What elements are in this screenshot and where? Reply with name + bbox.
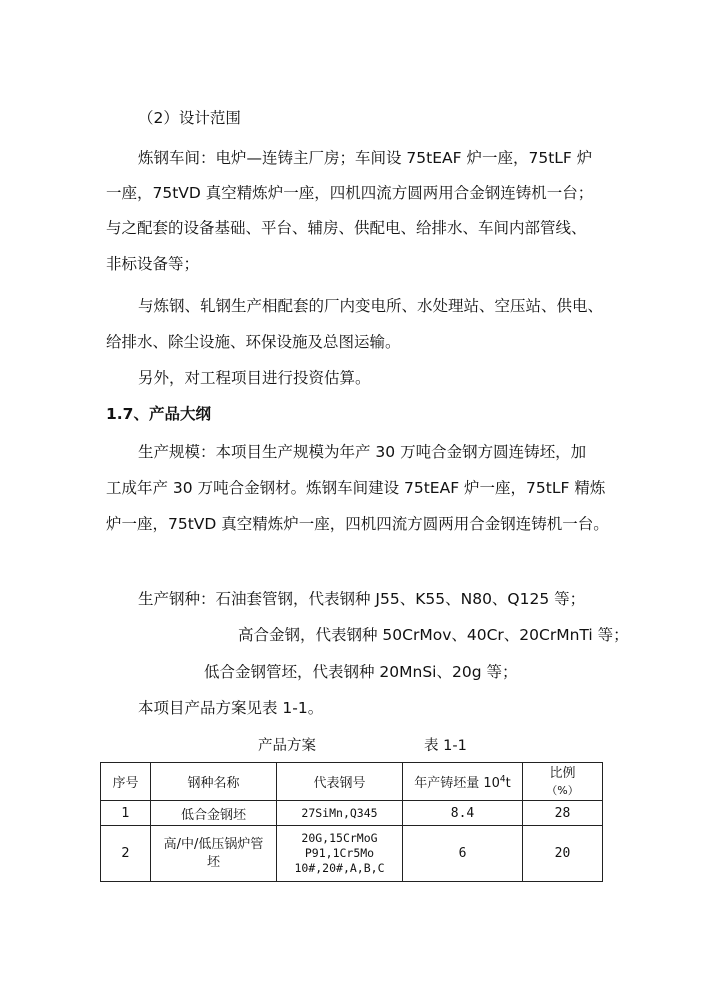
header-annual-output bbox=[403, 763, 523, 801]
paragraph-line: 一座，75tVD 真空精炼炉一座，四机四流方圆两用合金钢连铸机一台； bbox=[106, 184, 594, 202]
header-ratio-label: 比例 bbox=[549, 765, 576, 781]
paragraph-line: 工成年产 30 万吨合金钢材。炼钢车间建设 75tEAF 炉一座，75tLF 精炼 bbox=[106, 479, 606, 497]
table-header-row bbox=[101, 763, 603, 801]
cell-grade-line: 20G,15CrMoG bbox=[301, 831, 378, 845]
header-ratio bbox=[523, 763, 603, 801]
paragraph-line: 与炼钢、轧钢生产相配套的厂内变电所、水处理站、空压站、供电、 bbox=[138, 297, 604, 315]
header-seq: 序号 bbox=[101, 763, 151, 801]
section-heading: （2）设计范围 bbox=[138, 109, 241, 127]
cell-steel-name bbox=[151, 826, 277, 882]
table-reference: 本项目产品方案见表 1-1。 bbox=[138, 699, 324, 717]
header-grade: 代表钢号 bbox=[277, 763, 403, 801]
scope-paragraph-3: 另外，对工程项目进行投资估算。 bbox=[138, 369, 371, 387]
cell-output: 6 bbox=[403, 826, 523, 882]
paragraph-line: 生产规模：本项目生产规模为年产 30 万吨合金钢方圆连铸坯，加 bbox=[138, 443, 587, 461]
steel-grade-line: 低合金钢管坯，代表钢种 20MnSi、20g 等； bbox=[204, 663, 518, 681]
paragraph-line: 炉一座，75tVD 真空精炼炉一座，四机四流方圆两用合金钢连铸机一台。 bbox=[106, 515, 609, 533]
table-caption-title: 产品方案 bbox=[258, 738, 316, 754]
product-plan-table bbox=[100, 762, 603, 882]
steel-grade-line: 高合金钢，代表钢种 50CrMov、40Cr、20CrMnTi 等； bbox=[238, 626, 629, 644]
header-output-unit: t bbox=[505, 776, 511, 791]
cell-grade bbox=[277, 826, 403, 882]
paragraph-line: 给排水、除尘设施、环保设施及总图运输。 bbox=[106, 333, 401, 351]
table-caption-number: 表 1-1 bbox=[424, 738, 467, 754]
cell-steel-name-line: 坯 bbox=[206, 854, 220, 870]
subsection-heading: 1.7、产品大纲 bbox=[106, 405, 211, 423]
cell-steel-name: 低合金钢坯 bbox=[151, 801, 277, 826]
cell-grade: 27SiMn,Q345 bbox=[277, 801, 403, 826]
cell-ratio: 20 bbox=[523, 826, 603, 882]
header-steel-name: 钢种名称 bbox=[151, 763, 277, 801]
paragraph-line: 非标设备等； bbox=[106, 255, 200, 273]
table-row bbox=[101, 826, 603, 882]
cell-output: 8.4 bbox=[403, 801, 523, 826]
cell-grade-line: 10#,20#,A,B,C bbox=[294, 861, 385, 875]
paragraph-line: 与之配套的设备基础、平台、辅房、供配电、给排水、车间内部管线、 bbox=[106, 219, 587, 237]
cell-ratio: 28 bbox=[523, 801, 603, 826]
steel-grade-line: 生产钢种：石油套管钢，代表钢种 J55、K55、N80、Q125 等； bbox=[138, 590, 586, 608]
paragraph-line: 炼钢车间：电炉—连铸主厂房；车间设 75tEAF 炉一座，75tLF 炉 bbox=[138, 149, 593, 167]
table-row bbox=[101, 801, 603, 826]
header-output-exponent: 4 bbox=[499, 774, 506, 785]
cell-steel-name-line: 高/中/低压锅炉管 bbox=[163, 836, 264, 852]
cell-seq: 2 bbox=[101, 826, 151, 882]
header-ratio-unit: （%） bbox=[546, 783, 579, 797]
cell-grade-line: P91,1Cr5Mo bbox=[304, 846, 375, 860]
cell-seq: 1 bbox=[101, 801, 151, 826]
header-output-label: 年产铸坯量 10 bbox=[414, 776, 500, 791]
